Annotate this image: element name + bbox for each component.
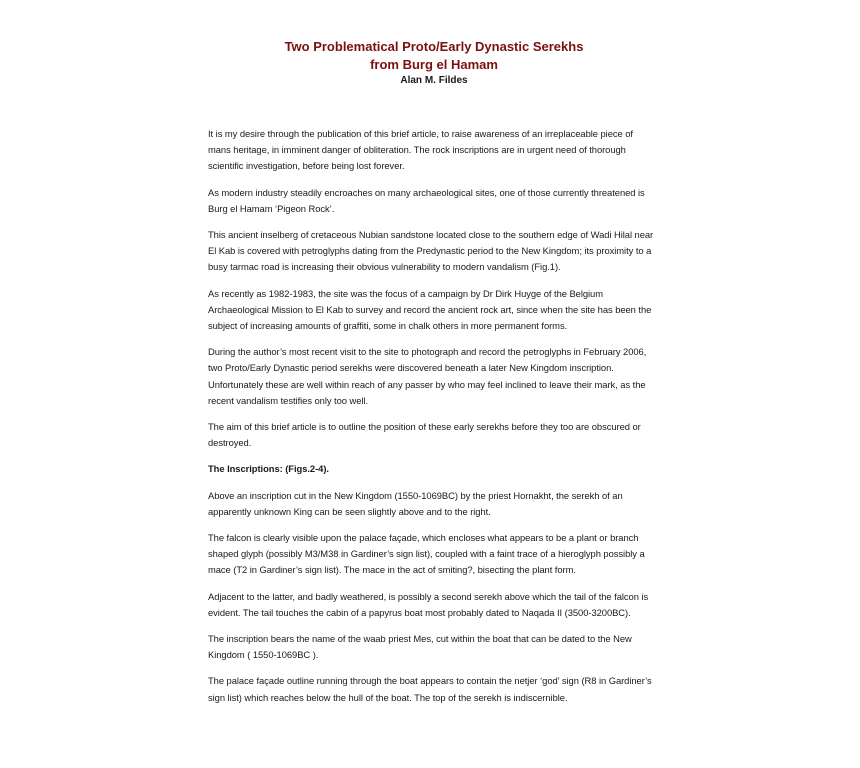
paragraph-waab-priest: The inscription bears the name of the waab priest Mes, cut within the boat that can be dated to the New Kingdom ( 1550-1069BC ). <box>208 633 632 661</box>
title-line-2: from Burg el Hamam <box>370 57 498 72</box>
paragraph-falcon: The falcon is clearly visible upon the palace façade, which encloses what appears to be a plant or branch shaped glyph (possibly M3/M38 in Gardiner’s sign list), coupled with a faint trace of a hieroglyph possibly a mace (T2 in Gardiner’s sign list). The mace in the act of smiting?, bisecting the plant form. <box>208 532 645 576</box>
paragraph-aim: The aim of this brief article is to outline the position of these early serekhs before they too are obscured or destroyed. <box>208 421 641 449</box>
paragraph-threat: As modern industry steadily encroaches on many archaeological sites, one of those currently threatened is Burg el Hamam ‘Pigeon Rock’. <box>208 186 645 214</box>
article-body <box>208 126 658 716</box>
paragraph-first-serekh: Above an inscription cut in the New Kingdom (1550-1069BC) by the priest Hornakht, the serekh of an apparently unknown King can be seen slightly above and to the right. <box>208 489 623 517</box>
paragraph-site-description: This ancient inselberg of cretaceous Nubian sandstone located close to the southern edge of Wadi Hilal near El Kab is covered with petroglyphs dating from the Predynastic period to the New Kingdom; its proximity to a busy tarmac road is increasing their obvious vulnerability to modern vandalism (Fig.1). <box>208 229 654 273</box>
paragraph-campaign: As recently as 1982-1983, the site was the focus of a campaign by Dr Dirk Huyge of the Belgium Archaeological Mission to El Kab to survey and record the ancient rock art, since when the site has been the subject of increasing amounts of graffiti, some in chalk others in more permanent forms. <box>208 287 652 332</box>
author-name: Alan M. Fildes <box>400 75 468 86</box>
paragraph-palace-facade: The palace façade outline running through the boat appears to contain the netjer ‘god’ sign (R8 in Gardiner’s sign list) which reaches below the hull of the boat. The top of the serekh is indiscernible. <box>208 675 652 703</box>
paragraph-intro: It is my desire through the publication of this brief article, to raise awareness of an irreplaceable piece of mans heritage, in imminent danger of obliteration. The rock inscriptions are in urgent need of thorough scientific investigation, before being lost forever. <box>208 128 633 172</box>
title-line-1: Two Problematical Proto/Early Dynastic Serekhs <box>284 39 584 54</box>
section-heading-inscriptions: The Inscriptions: (Figs.2-4). <box>208 463 329 475</box>
paragraph-second-serekh: Adjacent to the latter, and badly weathered, is possibly a second serekh above which the tail of the falcon is evident. The tail touches the cabin of a papyrus boat most probably dated to Naqada II (3500-3200BC). <box>208 590 649 618</box>
paragraph-discovery: During the author’s most recent visit to the site to photograph and record the petroglyphs in February 2006, two Proto/Early Dynastic period serekhs were discovered beneath a later New Kingdom inscription. Unfortunately these are well within reach of any passer by who may feel inclined to leave their mark, as the recent vandalism testifies only too well. <box>208 346 647 406</box>
